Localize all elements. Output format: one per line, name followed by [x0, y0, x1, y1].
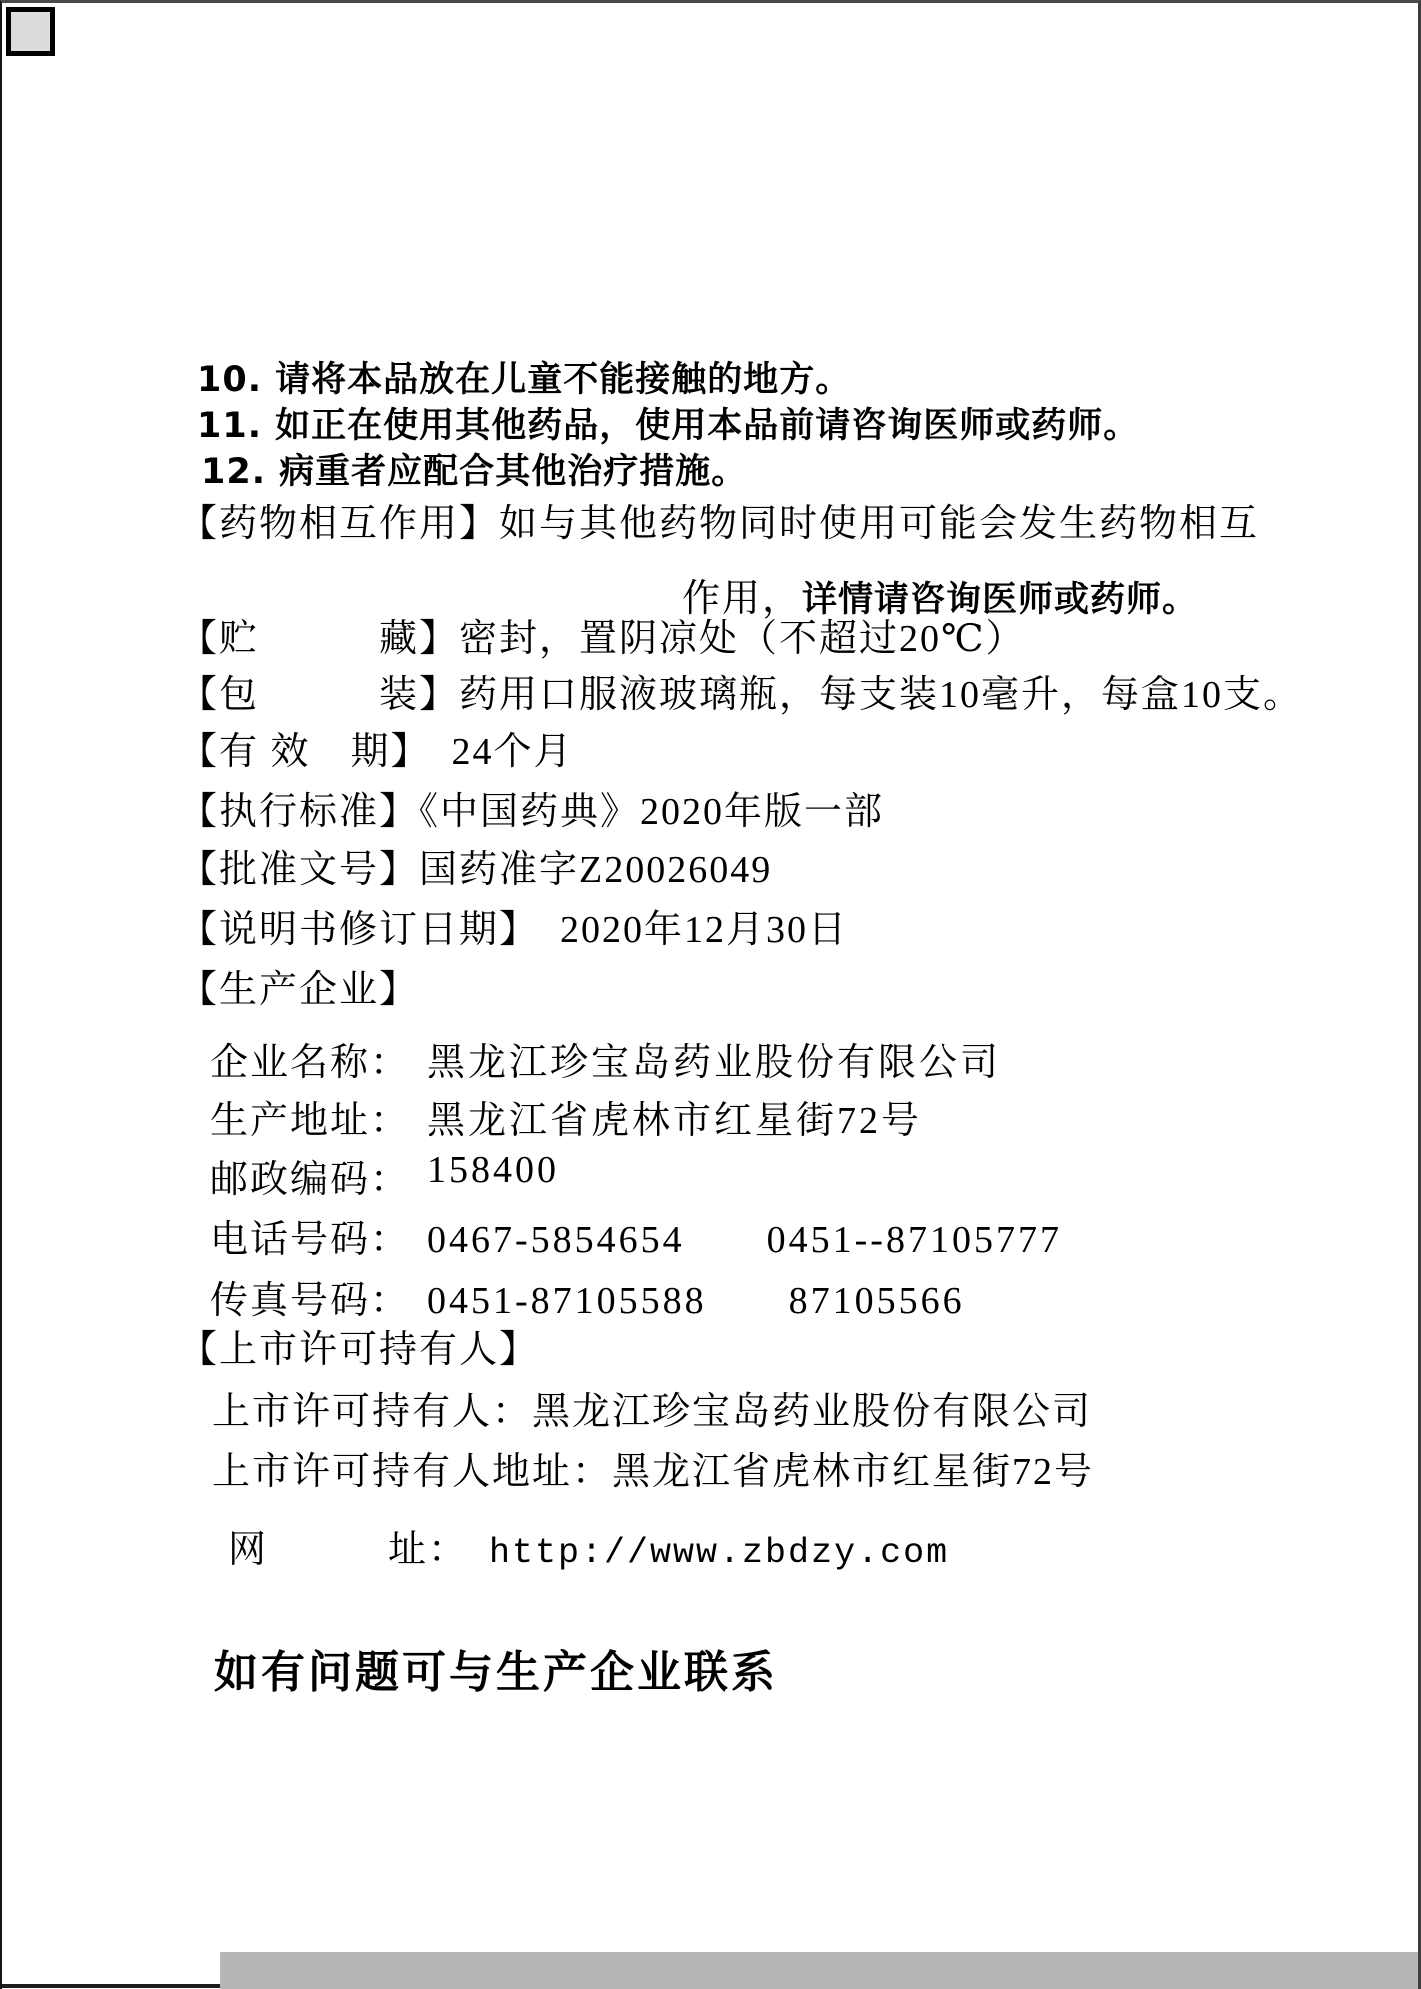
- standard-line: 【执行标准】《中国药典》2020年版一部: [179, 791, 885, 833]
- company-name-value: 黑龙江珍宝岛药业股份有限公司: [427, 1042, 1002, 1084]
- fax-number-row: [210, 1269, 965, 1324]
- phone-number-label: 电话号码：: [210, 1219, 411, 1261]
- postal-code-row: [210, 1148, 559, 1203]
- warning-item-10: 10. 请将本品放在儿童不能接触的地方。: [197, 360, 852, 400]
- warning-item-11: 11. 如正在使用其他药品，使用本品前请咨询医师或药师。: [197, 406, 1140, 446]
- validity-line: 【有 效 期】 24个月: [179, 731, 574, 773]
- holder-header: 【上市许可持有人】: [179, 1329, 540, 1371]
- company-name-row: [210, 1031, 1001, 1086]
- holder-name-line: 上市许可持有人：黑龙江珍宝岛药业股份有限公司: [212, 1391, 1093, 1433]
- drug-interaction-line2-bold: 详情请咨询医师或药师。: [802, 579, 1199, 620]
- manufacturer-header: 【生产企业】: [179, 969, 420, 1011]
- fax-number-label: 传真号码：: [210, 1280, 411, 1322]
- registration-corner-square: [6, 7, 55, 56]
- bottom-border-segment: [2, 1984, 220, 1988]
- holder-address-line: 上市许可持有人地址：黑龙江省虎林市红星街72号: [212, 1451, 1095, 1493]
- drug-interaction-line2-prefix: 作用，: [682, 577, 803, 620]
- website-line: [212, 1511, 949, 1591]
- company-name-label: 企业名称：: [210, 1042, 411, 1084]
- fax-number-value: 0451-87105588 87105566: [427, 1280, 965, 1322]
- website-url: http://www.zbdzy.com: [489, 1532, 950, 1573]
- postal-code-value: 158400: [427, 1149, 559, 1191]
- bottom-gray-bar: [220, 1952, 1421, 1989]
- approval-number-line: 【批准文号】国药准字Z20026049: [179, 849, 773, 891]
- packaging-line: 【包 装】药用口服液玻璃瓶，每支装10毫升，每盒10支。: [179, 674, 1304, 716]
- warning-item-12: 12. 病重者应配合其他治疗措施。: [201, 452, 748, 492]
- phone-number-value: 0467-5854654 0451--87105777: [427, 1219, 1062, 1261]
- production-address-value: 黑龙江省虎林市红星街72号: [427, 1100, 923, 1142]
- production-address-label: 生产地址：: [210, 1100, 411, 1142]
- storage-line: 【贮 藏】密封，置阴凉处（不超过20℃）: [179, 618, 1026, 660]
- drug-interaction-line1: 【药物相互作用】如与其他药物同时使用可能会发生药物相互: [179, 503, 1260, 545]
- postal-code-label: 邮政编码：: [210, 1159, 411, 1201]
- website-label: 网 址：: [228, 1528, 490, 1571]
- revision-date-line: 【说明书修订日期】 2020年12月30日: [179, 909, 849, 951]
- production-address-row: [210, 1089, 922, 1144]
- contact-footer: 如有问题可与生产企业联系: [214, 1647, 778, 1698]
- phone-number-row: [210, 1208, 1062, 1263]
